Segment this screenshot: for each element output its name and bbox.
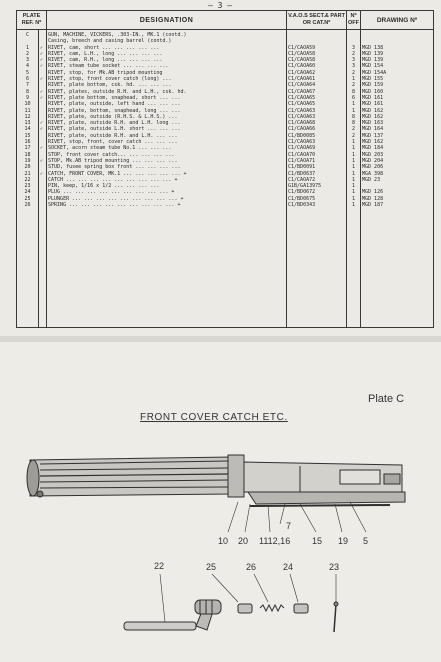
row-designation-cell: CATCH ... ... ... ... ... ... ... ... ... + xyxy=(48,176,178,183)
row-designation-cell: GUN, MACHINE, VICKERS, .303-IN., MK.1 (contd.) xyxy=(48,32,187,38)
row-vaos-cell: C1/BD0675 xyxy=(288,195,316,202)
exploded-view-drawing xyxy=(0,342,441,662)
callout-26: 26 xyxy=(246,562,257,572)
row-vaos-cell: C1/CAOA63 xyxy=(288,113,316,120)
row-drawing-cell: MGD 162 xyxy=(362,139,384,146)
row-drawing-cell: MGD 162 xyxy=(362,113,384,120)
row-qty-cell: 8 xyxy=(352,88,356,95)
row-ref-cell: 9 xyxy=(25,94,29,101)
row-drawing-cell: MGD 204 xyxy=(362,157,384,164)
row-drawing-cell: MGD 126 xyxy=(362,189,384,196)
row-vaos-cell: C1/CAOA60 xyxy=(288,63,316,70)
row-designation-cell: RIVET, cam, L.H., long ... ... ... ... xyxy=(48,50,163,57)
row-vaos-cell: C1/BD0343 xyxy=(288,202,316,209)
row-ref-cell: 11 xyxy=(24,107,31,114)
header-designation: DESIGNATION xyxy=(47,11,287,30)
callout-22: 22 xyxy=(154,561,165,571)
row-qty-cell: 1 xyxy=(352,202,356,209)
row-vaos-cell: G1B/GA13975 xyxy=(288,183,322,190)
row-drawing-cell: MGD 137 xyxy=(362,132,384,139)
row-vaos-cell: C1/CAOA65 xyxy=(288,101,316,108)
page-number: — 3 — xyxy=(207,1,233,10)
row-designation-cell: STOP, Mk.AB tripod mounting ... ... ... ... xyxy=(48,157,178,164)
header-drawing: DRAWING Nº xyxy=(361,11,434,30)
callout-10: 10 xyxy=(218,536,229,546)
row-designation-cell: RIVET, plate bottom, snaphead, short ... ... xyxy=(48,94,181,101)
row-ref-cell: 21 xyxy=(24,170,31,177)
row-ref-cell: 12 xyxy=(24,113,31,120)
row-tick-cell: ✓ xyxy=(40,126,44,133)
row-vaos-cell: C1/CAOA63 xyxy=(288,107,316,114)
row-qty-cell: 3 xyxy=(352,57,356,64)
row-drawing-cell: MGD 160 xyxy=(362,88,384,95)
row-ref-cell: 24 xyxy=(24,189,31,196)
row-drawing-cell: MGD 139 xyxy=(362,57,384,64)
row-drawing-cell: MGD 206 xyxy=(362,164,384,171)
row-tick-cell: ✓ xyxy=(40,170,44,177)
row-qty-cell: 2 xyxy=(352,82,356,89)
row-ref-cell: 4 xyxy=(25,63,29,70)
row-drawing-cell: MGD 161 xyxy=(362,94,384,101)
vaos-column xyxy=(287,30,347,327)
header-no-off: Nº OFF xyxy=(347,11,361,30)
row-qty-cell: 1 xyxy=(352,164,356,171)
row-vaos-cell: C1/CAOA69 xyxy=(288,145,316,152)
row-ref-cell: 22 xyxy=(24,176,31,183)
tick-column xyxy=(39,30,47,327)
row-drawing-cell: MGD 23 xyxy=(362,176,381,183)
row-qty-cell: 1 xyxy=(352,145,356,152)
gun-casing-illustration xyxy=(27,455,405,506)
row-tick-cell xyxy=(40,202,45,208)
table-filler-row xyxy=(17,327,434,328)
row-designation-cell: Casing, breech and casing barrel (contd.) xyxy=(48,38,172,45)
row-drawing-cell: MGD 159 xyxy=(362,82,384,89)
row-qty-cell: 2 xyxy=(352,50,356,57)
row-designation-cell: RIVET, plate bottom, csk. hd. ... ... ... xyxy=(48,82,172,89)
row-ref-cell: 7 xyxy=(25,82,29,89)
row-ref-cell: 2 xyxy=(25,50,29,57)
row-vaos-cell: C1/CAOA65 xyxy=(288,94,316,101)
row-qty-cell: 2 xyxy=(352,69,356,76)
row-designation-cell: PLUG ... ... ... ... ... ... ... ... ... + xyxy=(48,189,175,196)
row-vaos-cell: C1/CAOA58 xyxy=(288,50,316,57)
row-designation-cell: RIVET, plate, outside L.H. short ... ... ... xyxy=(48,126,181,133)
row-qty-cell: 1 xyxy=(352,176,356,183)
row-tick-cell: ✓ xyxy=(40,157,44,164)
row-vaos-cell: C1/CAOA66 xyxy=(288,126,316,133)
callout-19: 19 xyxy=(338,536,349,546)
row-designation-cell: RIVET, steam tube socket ... ... ... ... xyxy=(48,63,169,70)
row-vaos-cell: C1/BD0672 xyxy=(288,189,316,196)
header-vaos: V.A.O.S SECT.& PART OR CAT.Nº xyxy=(287,11,347,30)
row-qty-cell: 1 xyxy=(352,170,356,177)
row-designation-cell: RIVET, plate, outside, left hand ... ... ... xyxy=(48,101,181,108)
row-drawing-cell: MGD 154 xyxy=(362,63,384,70)
row-vaos-cell: C1/CAOA62 xyxy=(288,69,316,76)
row-vaos-cell: C1/CAOA64 xyxy=(288,82,316,89)
designation-column xyxy=(47,30,287,327)
ref-column xyxy=(17,30,39,327)
row-ref-cell: 13 xyxy=(24,120,31,127)
row-designation-cell: CATCH, FRONT COVER, MK.1 ... ... ... ... ... + xyxy=(48,170,187,177)
row-qty-cell: 1 xyxy=(352,139,356,146)
row-designation-cell: RIVET, plate, bottom, snaphead, long ... ... xyxy=(48,107,181,114)
row-tick-cell: ✓ xyxy=(40,63,44,70)
row-ref-cell: 18 xyxy=(24,151,31,158)
callout-25: 25 xyxy=(206,562,217,572)
row-ref-cell: 26 xyxy=(24,202,31,209)
row-ref-cell: 19 xyxy=(24,157,31,164)
row-vaos-cell: C1/BD0637 xyxy=(288,170,316,177)
row-vaos-cell: C1/CAOA70 xyxy=(288,151,316,158)
row-ref-cell: 8 xyxy=(25,88,29,95)
row-drawing-cell: MGD 154A xyxy=(362,69,387,76)
row-designation-cell: SPRING ... ... ... ... ... ... ... ... ... + xyxy=(48,202,181,209)
callout-20: 20 xyxy=(238,536,249,546)
row-qty-cell: 1 xyxy=(352,101,356,108)
row-designation-cell: RIVET, plate, outside R.H. and L.H. long ... xyxy=(48,120,181,127)
row-vaos-cell: C1/CAOA68 xyxy=(288,120,316,127)
row-designation-cell: RIVET, stop, front, cover catch ... ... ... xyxy=(48,139,178,146)
row-designation-cell: RIVET, plate, outside (R.H.S. & L.H.S.) ... xyxy=(48,113,178,120)
row-qty-cell: 1 xyxy=(352,157,356,164)
table-header-row xyxy=(17,11,434,30)
callout-11-12-16: 1112,16 xyxy=(259,536,291,546)
row-tick-cell: ✓ xyxy=(40,76,44,83)
row-ref-cell: 20 xyxy=(24,164,31,171)
row-ref-cell: 3 xyxy=(25,57,29,64)
row-qty-cell: 3 xyxy=(352,44,356,51)
header-plate-ref: PLATE REF. Nº xyxy=(17,11,47,30)
row-tick-cell: ✓ xyxy=(40,145,44,152)
row-drawing-cell: MGD 164 xyxy=(362,126,384,133)
row-designation-cell: RIVET, stop, front cover catch (long) ... xyxy=(48,76,172,83)
row-tick-cell: ✓ xyxy=(40,50,44,57)
row-ref-cell: 23 xyxy=(24,183,31,190)
row-vaos-cell: C1/BD0085 xyxy=(288,132,316,139)
row-vaos-cell: C1/CAOA61 xyxy=(288,76,316,83)
row-tick-cell: ✓ xyxy=(40,120,44,127)
row-qty-cell: 1 xyxy=(352,189,356,196)
row-ref-cell: 25 xyxy=(24,195,31,202)
row-ref-cell: 17 xyxy=(24,145,31,152)
row-qty-cell: 8 xyxy=(352,120,356,127)
row-qty-cell: 2 xyxy=(352,132,356,139)
callout-7: 7 xyxy=(286,521,292,531)
row-drawing-cell: MGA 398 xyxy=(362,170,384,177)
row-qty-cell: 1 xyxy=(352,107,356,114)
row-drawing-cell: MGD 139 xyxy=(362,50,384,57)
qty-column xyxy=(347,30,361,327)
row-designation-cell: PLUNGER ... ... ... ... ... ... ... ... ... + xyxy=(48,195,184,202)
row-vaos-cell: C1/CAOA63 xyxy=(288,139,316,146)
row-designation-cell: RIVET, cam, short ... ... ... ... ... xyxy=(48,44,160,51)
row-vaos-cell: C1/CAOA71 xyxy=(288,157,316,164)
row-drawing-cell: MGD 163 xyxy=(362,120,384,127)
row-ref-cell: 6 xyxy=(25,76,29,83)
row-ref-cell: C xyxy=(25,32,29,38)
row-qty-cell: 3 xyxy=(352,63,356,70)
row-qty-cell: 8 xyxy=(352,113,356,120)
row-drawing-cell: MGD 162 xyxy=(362,107,384,114)
row-designation-cell: PIN, keep, 1/16 x 1/2 ... ... ... ... xyxy=(48,183,160,190)
row-vaos-cell: C1/CAOA67 xyxy=(288,88,316,95)
row-qty-cell: 1 xyxy=(352,183,356,190)
row-qty-cell: 2 xyxy=(352,126,356,133)
drawing-column xyxy=(361,30,434,327)
parts-list-table xyxy=(16,10,434,328)
row-drawing-cell: MGD 128 xyxy=(362,195,384,202)
row-designation-cell: RIVET, plates, outside R.H. and L.H., csk. hd. xyxy=(48,88,187,95)
row-qty-cell: 1 xyxy=(352,151,356,158)
row-ref-cell: 10 xyxy=(24,101,31,108)
callout-5: 5 xyxy=(363,536,369,546)
row-vaos-cell: C1/CAOA72 xyxy=(288,176,316,183)
row-vaos-cell: C1/BD0091 xyxy=(288,164,316,171)
row-tick-cell: ✓ xyxy=(40,88,44,95)
row-tick-cell: ✓ xyxy=(40,57,44,64)
row-ref-cell: 16 xyxy=(24,139,31,146)
row-vaos-cell: C1/CAOA59 xyxy=(288,44,316,51)
row-drawing-cell: MGD 155 xyxy=(362,76,384,83)
row-designation-cell: RIVET, plate, outside R.H. and L.H. ... ... xyxy=(48,132,178,139)
row-designation-cell: STOP, front cover catch... ... ... ... ... xyxy=(48,151,175,158)
row-drawing-cell: MGD 161 xyxy=(362,101,384,108)
table-body-row xyxy=(17,30,434,327)
catch-parts-illustration xyxy=(124,600,338,632)
row-designation-cell: SOCKET, acorn steam tube No.1 ... ... ... xyxy=(48,145,172,152)
row-tick-cell: ✓ xyxy=(40,94,44,101)
row-designation-cell: RIVET, stop, for Mk.AB tripod mounting xyxy=(48,69,163,76)
callout-23: 23 xyxy=(329,562,340,572)
plate-label: Plate C xyxy=(368,393,405,405)
row-drawing-cell: MGD 184 xyxy=(362,145,384,152)
row-ref-cell: 1 xyxy=(25,44,29,51)
callout-24: 24 xyxy=(283,562,294,572)
plate-title: FRONT COVER CATCH ETC. xyxy=(140,412,288,423)
row-ref-cell: 15 xyxy=(24,132,31,139)
row-qty-cell: 1 xyxy=(352,195,356,202)
row-drawing-cell: MGD 203 xyxy=(362,151,384,158)
row-qty-cell: 1 xyxy=(352,76,356,83)
row-qty-cell: 6 xyxy=(352,94,356,101)
row-drawing-cell: MGD 138 xyxy=(362,44,384,51)
row-ref-cell: 14 xyxy=(24,126,31,133)
row-designation-cell: STUD, fusee spring box front ... ... ... ... xyxy=(48,164,181,171)
row-tick-cell: ✓ xyxy=(40,44,44,51)
callout-15: 15 xyxy=(312,536,323,546)
row-ref-cell: 5 xyxy=(25,69,29,76)
row-vaos-cell: C1/CAOA58 xyxy=(288,57,316,64)
row-drawing-cell: MGD 187 xyxy=(362,202,384,209)
row-designation-cell: RIVET, cam, R.H., long ... ... ... ... xyxy=(48,57,163,64)
